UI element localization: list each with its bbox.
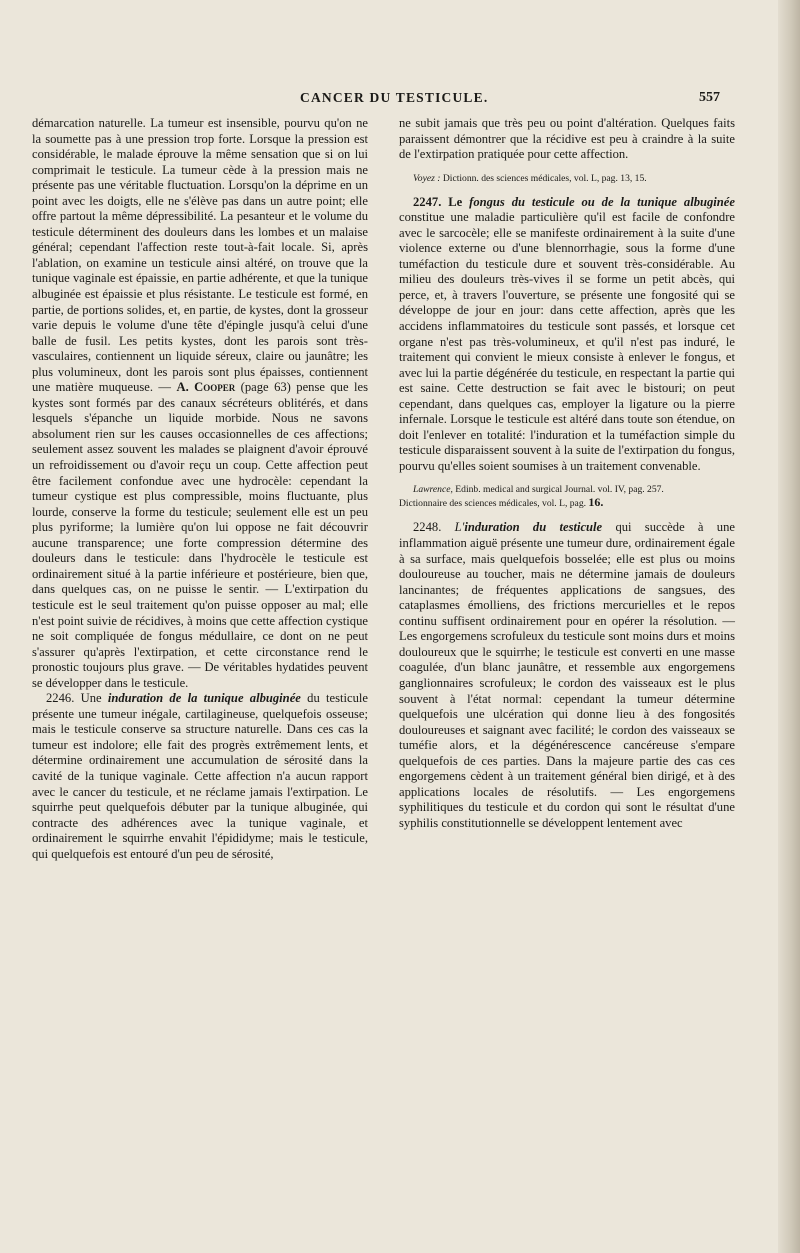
entry-title-article: Le <box>448 194 463 209</box>
left-column <box>32 116 368 862</box>
entry-title: induration du testicule <box>464 520 603 535</box>
entry-text: constitue une maladie particulière qu'il est facile de confondre avec le sarcocèle; elle se manifeste ordinairement à la suite d'une violence externe ou d'une blennorrhagie, sous la forme d'une tuméfaction du testicule dure et souvent très-considérable. Au milieu des douleurs très-vives il se forme un petit abcès, qui perce, et, à travers l'ouverture, se présente une fongosité qui se développe de jour en jour: dans cette affection, après que les accidens inflammatoires du testicule sont passés, et lorsque cet organe n'est pas très-volumineux, et qu'il n'est pas induré, le traitement qui convient le mieux consiste à enlever le fongus, et avec lui la partie dégénérée du testicule, en respectant la partie qui est saine. Cette destruction se fait avec le bistouri; on peut cependant, dans quelques cas, employer la ligature ou la pierre infernale. Lorsque le testicule est altéré dans toute son étendue, on doit l'enlever en totalité: l'induration et la tuméfaction simple du testicule disparaissent souvent à la suite de l'extirpation du fongus, pourvu qu'elles soient soumises à un traitement convenable. <box>399 210 735 473</box>
entry-2246 <box>32 691 368 862</box>
reference-text: Edinb. medical and surgical Journal. vol. IV, pag. 257. <box>455 484 664 496</box>
entry-title: fongus du testicule ou de la tunique albuginée <box>469 194 735 209</box>
entry-number: 2247. <box>413 194 442 209</box>
reference-author: Lawrence, <box>413 484 453 496</box>
reference-text: Dictionnaire des sciences médicales, vol. L, pag. <box>399 498 587 510</box>
entry-number: 2246. <box>46 691 75 706</box>
reference-lead: Voyez : <box>413 172 441 184</box>
reference-note <box>399 483 735 510</box>
entry-number: 2248. <box>413 520 442 535</box>
paragraph-text: démarcation naturelle. La tumeur est insensible, pourvu qu'on ne la soumette pas à une pression trop forte. Lorsque la pression est considérable, le malade éprouve la même sensation que si on lui comprimait le testicule. La tumeur cède à la pression mais ne présente pas une véritable fluctuation. Lorsqu'on la déprime en un point avec les doigts, elle ne s'élève pas dans un autre point; elle offre partout la même dépressibilité. La pesanteur et le volume du testicule déterminent des douleurs dans les lombes et un malaise général; cependant l'affection reste tout-à-fait locale. Si, après l'ablation, on examine un testicule ainsi altéré, on trouve que la tunique vaginale est épaissie, en partie adhérente, et que la tunique albuginée est épaissie et plus résistante. Le testicule est formé, en partie, de portions solides, et, en partie, de kystes, dont la grosseur varie depuis le volume d'une tête d'épingle jusqu'à celui d'une balle de fusil. Les petits kystes, dont les parois sont très-vasculaires, contiennent un liquide séreux, claire ou jaunâtre; les plus volumineux, dont les parois sont plus épaisses, contiennent une matière muqueuse. — <box>32 116 368 395</box>
running-title: CANCER DU TESTICULE. <box>300 90 489 105</box>
running-head <box>300 90 720 110</box>
paragraph-text: ne subit jamais que très peu ou point d'altération. Quelques faits paraissent démontrer que la récidive est peu à craindre à la suite de l'extirpation pratiquée pour cette affection. <box>399 116 735 162</box>
paragraph-continued <box>399 116 735 163</box>
reference-text: Dictionn. des sciences médicales, vol. L, pag. 13, 15. <box>442 172 647 184</box>
reference-page: 16. <box>588 495 604 510</box>
entry-text: du testicule présente une tumeur inégale, cartilagineuse, quelquefois osseuse; mais le testicule conserve sa structure naturelle. Dans ces cas la tumeur est indolore; elle fait des progrès extrêmement lents, et détermine ordinairement une accumulation de sérosité dans la cavité de la tunique vaginale. Cette affection n'a aucun rapport avec le cancer du testicule, et ne réclame jamais l'extirpation. Le squirrhe peut quelquefois débuter par la tunique albuginée, qui contracte des adhérences avec la tunique vaginale, et ordinairement le squirrhe envahit l'épididyme; mais le testicule, qui quelquefois est entouré d'un peu de sérosité, <box>32 691 368 861</box>
paragraph-continued <box>32 116 368 691</box>
page-edge-shadow <box>778 0 800 1253</box>
paragraph-text: (page 63) pense que les kystes sont formés par des canaux sécréteurs oblitérés, et dans lesquels s'épanche un liquide morbide. Nous ne savons absolument rien sur les causes occasionnelles de ces affections; seulement assez souvent les malades se plaignent d'avoir éprouvé un refroidissement ou d'avoir reçu un coup. Cette affection peut être facilement confondue avec une hydrocèle: cependant la tumeur cystique est plus compressible, moins fluctuante, plus lourde, conserve la forme du testicule; seulement elle est un peu plus pyriforme; la lumière qu'on lui oppose ne fait découvrir aucune transparence; une forte compression détermine des douleurs dans le testicule: dans l'hydrocèle le testicule est ordinairement situé à la partie inférieure et postérieure, bien que, dans quelques cas, on ne puisse le sentir. — L'extirpation du testicule est le seul traitement qu'on puisse opposer au mal; elle n'est point suivie de récidives, à moins que cette affection cystique ne soit compliquée de fongus médullaire, ce dont on ne peut s'assurer qu'après l'extirpation, et cette circonstance rend le pronostic toujours plus grave. — De véritables hydatides peuvent se développer dans le testicule. <box>32 380 368 690</box>
entry-title-article: L' <box>454 520 465 535</box>
entry-text: qui succède à une inflammation aiguë présente une tumeur dure, ordinairement égale à sa surface, mais quelquefois bosselée; elle est plus ou moins douloureuse au toucher, mais ne détermine jamais de douleurs lancinantes; de fréquentes applications de sangsues, des cataplasmes émolliens, des frictions mercurielles et le repos continu suffisent ordinairement pour en opérer la résolution. — Les engorgemens scrofuleux du testicule sont moins durs et moins douloureux que le squirrhe; le testicule est converti en une masse coagulée, d'un blanc jaunâtre, et ressemble aux engorgemens ganglionnaires scrofuleux; le cordon des vaisseaux est le plus souvent à l'état normal: cependant la tumeur détermine quelquefois une ulcération qui donne lieu à des fongosités douloureuses et saignant avec facilité; le cordon des vaisseaux se tuméfie alors, et la dégénérescence cancéreuse s'empare quelquefois de ces parties. Dans la majeure partie des cas ces engorgemens cèdent à un traitement général bien dirigé, et à des applications locales de résolutifs. — Les engorgemens syphilitiques du testicule et du cordon qui sont le résultat d'une syphilis constitutionnelle se développent lentement avec <box>399 520 735 830</box>
entry-2247 <box>399 195 735 475</box>
entry-title-article: Une <box>80 691 102 706</box>
author-name: A. Cooper <box>176 380 236 395</box>
page-number: 557 <box>699 90 720 105</box>
entry-2248 <box>399 520 735 831</box>
reference-note <box>399 172 735 185</box>
entry-title: induration de la tunique albuginée <box>107 691 301 706</box>
right-column <box>399 116 735 831</box>
